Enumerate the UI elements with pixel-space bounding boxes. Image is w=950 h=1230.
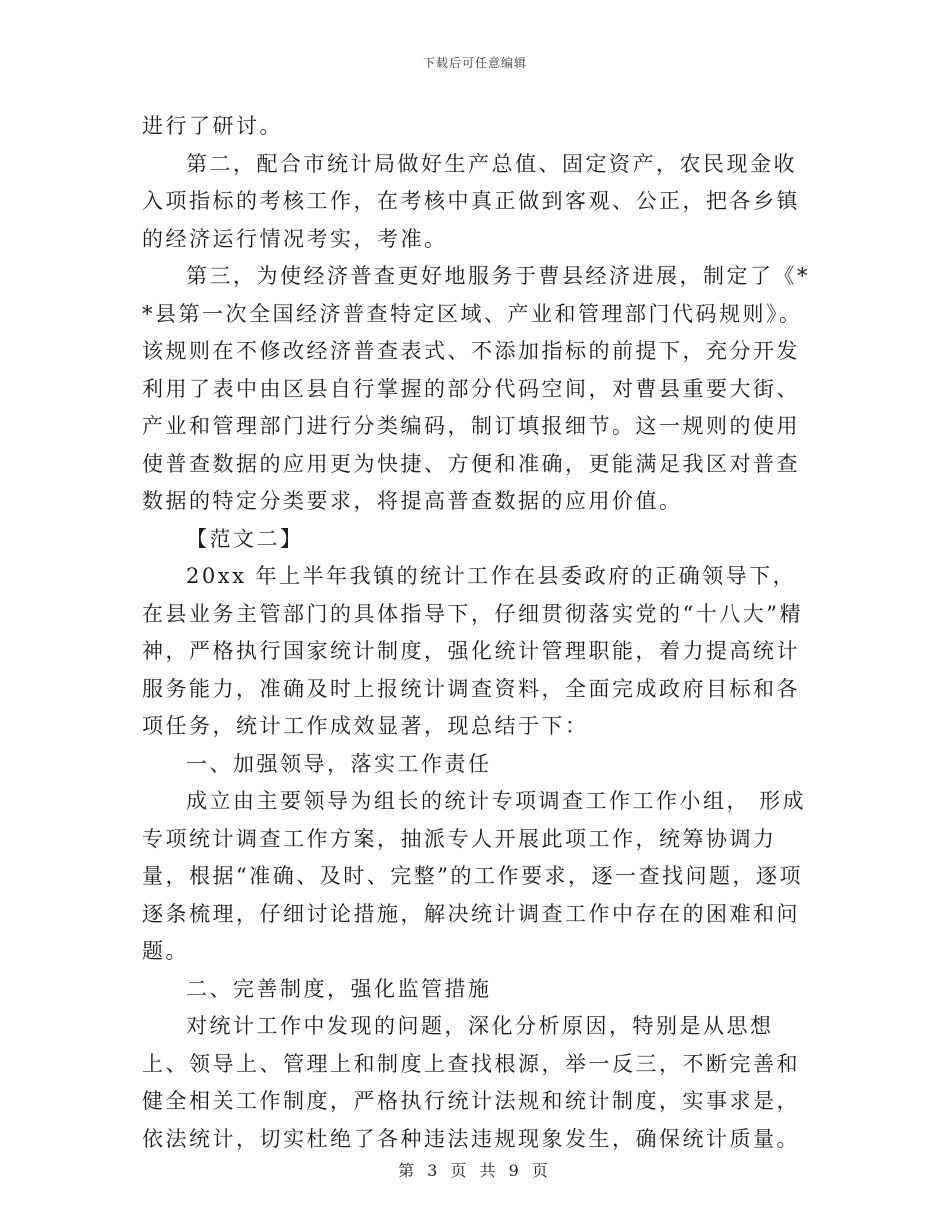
- subheading-2: 二、完善制度，强化监管措施: [186, 976, 492, 1001]
- paragraph-9: 对统计工作中发现的问题，深化分析原因，特别是从思想上、领导上、管理上和制度上查找根源，举一反三，不断完善和健全相关工作制度，严格执行统计法规和统计制度，实事求是，依法统计，切实杜绝了各种违法违规现象发生，确保统计质量。: [142, 1014, 800, 1151]
- paragraph-1: 进行了研讨。: [142, 114, 283, 138]
- section-heading-fanwen-er: 【范文二】: [186, 526, 304, 551]
- paragraph-3: 第三，为使经济普查更好地服务于曹县经济进展，制定了《**县第一次全国经济普查特定区域、产业和管理部门代码规则》。该规则在不修改经济普查表式、不添加指标的前提下，充分开发利用了表中由区县自行掌握的部分代码空间，对曹县重要大街、产业和管理部门进行分类编码，制订填报细节。这一规则的使用使普查数据的应用更为快捷、方便和准确，更能满足我区对普查数据的特定分类要求，将提高普查数据的应用价值。: [142, 264, 810, 513]
- document-body: [142, 108, 812, 1158]
- page-header: 下载后可任意编辑: [422, 56, 527, 70]
- page-footer: 第 3 页 共 9 页: [398, 1161, 552, 1180]
- paragraph-5: 20xx 年上半年我镇的统计工作在县委政府的正确领导下，在县业务主管部门的具体指导下，仔细贯彻落实党的“十八大”精神，严格执行国家统计制度，强化统计管理职能，着力提高统计服务能力，准确及时上报统计调查资料，全面完成政府目标和各项任务，统计工作成效显著，现总结于下：: [142, 564, 803, 738]
- subheading-1: 一、加强领导，落实工作责任: [186, 751, 492, 776]
- paragraph-7: 成立由主要领导为组长的统计专项调查工作工作小组， 形成专项统计调查工作方案，抽派专人开展此项工作，统筹协调力量，根据“准确、及时、完整”的工作要求，逐一查找问题，逐项逐条梳理，仔细讨论措施，解决统计调查工作中存在的困难和问题。: [142, 789, 807, 963]
- paragraph-2: 第二，配合市统计局做好生产总值、固定资产，农民现金收入项指标的考核工作，在考核中真正做到客观、公正，把各乡镇的经济运行情况考实，考准。: [142, 151, 800, 251]
